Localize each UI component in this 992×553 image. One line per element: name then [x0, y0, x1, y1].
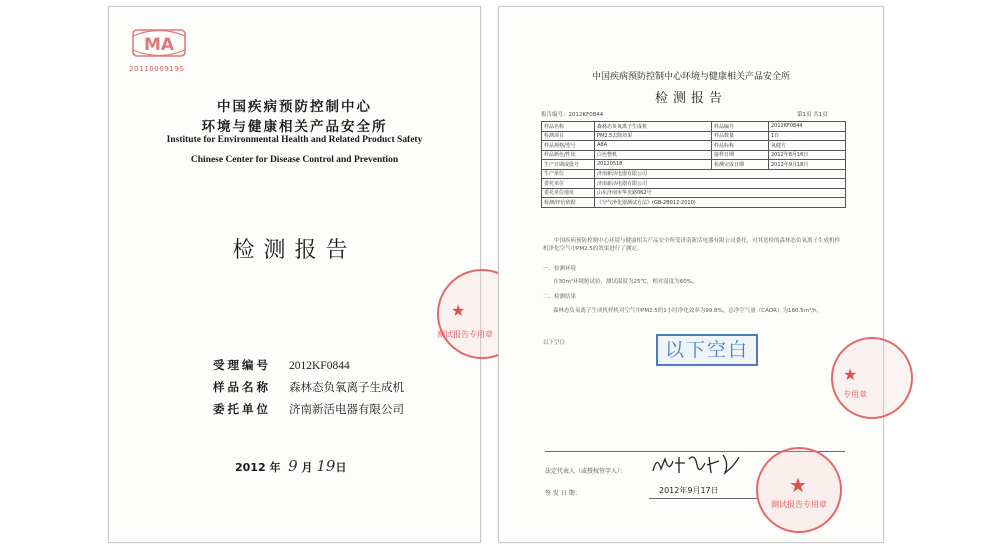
table-cell: 检测项目: [542, 131, 595, 141]
page-number: 第1页 共1页: [797, 112, 828, 118]
org-name-cn-line1: 中国疾病预防控制中心: [217, 99, 372, 115]
intro-paragraph: 中国疾病预防控制中心环境与健康相关产品安全所受济南新活电器有限公司委托，对其送检的森林态负氧离子生成机样机净化空气中PM2.5的效果进行了测定。: [543, 238, 841, 252]
issue-date-label: 签 发 日 期：: [545, 490, 581, 497]
environment-text: 在30m³环境舱试验，测试温度为25℃，相对湿度为60%。: [553, 279, 698, 285]
info-row-client: [213, 401, 404, 417]
table-cell: 白色整机: [595, 150, 712, 160]
info-label: 样品名称: [213, 380, 271, 394]
date-year: 2012: [235, 461, 266, 474]
ma-logo-text: MA: [143, 35, 175, 55]
report-number: 报告编号：2012KF0844: [541, 112, 604, 118]
seal-star-icon: ★: [843, 365, 858, 384]
section-heading-environment: 一、检测环境: [543, 266, 577, 272]
table-cell: 氧健方: [769, 141, 846, 151]
info-value: 2012KF0844: [289, 360, 350, 372]
table-cell: 委托单位: [542, 179, 595, 189]
table-cell: 济南新活电器有限公司: [595, 169, 846, 179]
table-cell: 样品编号: [712, 122, 769, 132]
seal-label: 测试报告专用章: [771, 500, 827, 509]
table-row: [542, 188, 846, 198]
date-year-unit: 年: [269, 461, 281, 474]
table-row: [542, 141, 846, 151]
report-detail-page: [498, 6, 884, 543]
info-value: 森林态负氧离子生成机: [289, 382, 404, 394]
official-seal-edge: [831, 337, 913, 419]
report-cover-page: [108, 6, 493, 543]
info-row-sample-name: [213, 379, 404, 395]
table-cell: 济南新活电器有限公司: [595, 179, 846, 189]
table-cell: 委托单位地址: [542, 188, 595, 198]
date-underline: [649, 498, 759, 499]
table-cell: 森林态负氧离子生成机: [595, 122, 712, 132]
org-name-en-line2: Chinese Center for Disease Control and Prevention: [190, 155, 399, 165]
blank-below-note: 以下空白: [543, 340, 566, 346]
table-row: [542, 160, 846, 170]
table-cell: 样品名称: [542, 122, 595, 132]
table-cell: 样品规格/型号: [542, 141, 595, 151]
signer-label: 法定代表人（或授权签字人）：: [545, 468, 627, 475]
header-org-name: 中国疾病预防控制中心环境与健康相关产品安全所: [591, 72, 790, 82]
org-name-en-line1: Institute for Environmental Health and Related Product Safety: [166, 135, 423, 145]
table-cell: 2012年9月18日: [769, 160, 846, 170]
info-label: 委托单位: [213, 402, 271, 416]
table-cell: 2012年8月16日: [769, 150, 846, 160]
official-seal: [756, 447, 842, 533]
org-name-cn-line2: 环境与健康相关产品安全所: [201, 119, 388, 135]
date-month: 9: [288, 457, 298, 475]
table-cell: 检测完成日期: [712, 160, 769, 170]
table-cell: 20120518: [595, 160, 712, 170]
handwritten-signature: [649, 451, 744, 479]
table-cell: 生产日期或批号: [542, 160, 595, 170]
issue-date: 2012年9月17日: [659, 486, 719, 495]
seal-star-icon: ★: [451, 301, 466, 320]
table-row: [542, 122, 846, 132]
table-row: [542, 150, 846, 160]
table-cell: 生产单位: [542, 169, 595, 179]
table-cell: 山东济南市华龙路062号: [595, 188, 846, 198]
table-cell: A8A: [595, 141, 712, 151]
detail-title: 检测报告: [654, 91, 727, 106]
ma-certification-logo: [131, 27, 187, 59]
info-value: 济南新活电器有限公司: [289, 404, 404, 416]
section-heading-results: 二、检测结果: [543, 294, 577, 300]
table-row: [542, 198, 846, 208]
results-text: 森林态负氧离子生成机样机对空气中PM2.5的1小时净化效率为99.8%，总净空气量（CADR）为180.5m³/h。: [553, 308, 823, 314]
table-row: [542, 179, 846, 189]
doc-title: 检测报告: [232, 238, 357, 263]
sample-info-table: [541, 121, 846, 208]
table-cell: PM2.5去除效果: [595, 131, 712, 141]
table-cell: 1台: [769, 131, 846, 141]
info-label: 受理编号: [213, 358, 271, 372]
seal-star-icon: ★: [789, 473, 807, 497]
date-month-unit: 月: [301, 461, 313, 474]
info-row-acceptance-no: [213, 357, 350, 373]
certification-number: 2011000919S: [129, 65, 185, 73]
table-cell: 样品数量: [712, 131, 769, 141]
table-cell: 检测/评价依据: [542, 198, 595, 208]
seal-label: 专用章: [843, 390, 867, 399]
report-date: [235, 457, 346, 475]
table-row: [542, 169, 846, 179]
date-day-unit: 日: [335, 461, 347, 474]
table-cell: 样品标称: [712, 141, 769, 151]
table-cell: 样品颜色/性状: [542, 150, 595, 160]
table-row: [542, 131, 846, 141]
blank-below-stamp: 以下空白: [656, 334, 758, 366]
date-day: 19: [316, 457, 336, 475]
table-cell: 2012KF0844: [769, 122, 846, 132]
table-cell: 接样日期: [712, 150, 769, 160]
seal-label: 测试报告专用章: [437, 330, 493, 339]
table-cell: 《空气净化器测试方法》(GB-2B012-2010): [595, 198, 846, 208]
